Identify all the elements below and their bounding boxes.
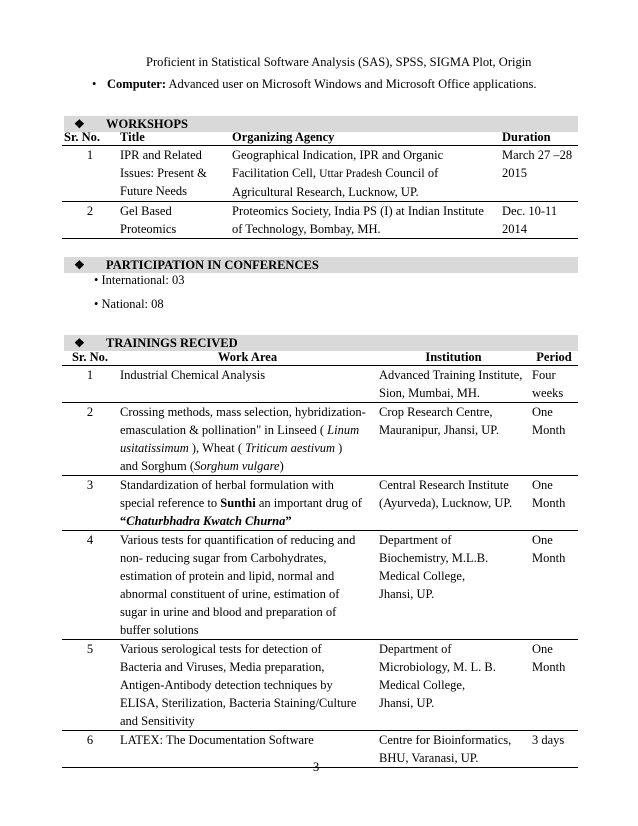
institution	[377, 731, 530, 768]
diamond-bullet-icon: ❖	[74, 258, 85, 272]
work-line: ELISA, Sterilization, Bacteria Staining/Culture	[120, 696, 357, 710]
conference-item: • National: 08	[94, 297, 164, 311]
work-area	[118, 476, 377, 531]
sr-no: 4	[62, 531, 118, 640]
institution	[377, 366, 530, 403]
agency-line	[232, 164, 498, 183]
header-title: Title	[118, 130, 230, 146]
title-line: Future Needs	[120, 184, 187, 198]
institution-line: Central Research Institute	[379, 478, 509, 492]
institution-line: BHU, Varanasi, UP.	[379, 751, 479, 765]
work-area	[118, 403, 377, 476]
work-line: sugar in urine and blood and preparation of	[120, 605, 337, 619]
organizing-agency	[230, 146, 500, 202]
table-row	[62, 403, 578, 476]
table-row	[62, 366, 578, 403]
duration	[500, 146, 578, 202]
work-line	[120, 439, 375, 457]
work-line	[120, 421, 375, 439]
work-line	[120, 512, 375, 530]
bullet-dot: •	[92, 77, 97, 91]
institution-line: Jhansi, UP.	[379, 696, 435, 710]
institution-line: Sion, Mumbai, MH.	[379, 386, 481, 400]
institution	[377, 640, 530, 731]
diamond-bullet-icon: ❖	[74, 336, 85, 350]
agency-line: Geographical Indication, IPR and Organic	[232, 148, 444, 162]
title-line: Proteomics	[120, 222, 177, 236]
quote-mark: ”	[285, 514, 292, 528]
table-row	[62, 202, 578, 239]
work-text: ), Wheat (	[188, 441, 246, 455]
work-area: LATEX: The Documentation Software	[118, 731, 377, 768]
institution-line: Biochemistry, M.L.B.	[379, 551, 489, 565]
period-line: Month	[532, 423, 566, 437]
table-row	[62, 476, 578, 531]
duration	[500, 202, 578, 239]
table-header-row	[62, 130, 578, 146]
conferences-heading: PARTICIPATION IN CONFERENCES	[106, 258, 319, 272]
table-row	[62, 731, 578, 768]
institution-line: Mauranipur, Jhansi, UP.	[379, 423, 499, 437]
title-line: IPR and Related	[120, 148, 202, 162]
work-line: Bacteria and Viruses, Media preparation,	[120, 660, 325, 674]
sr-no: 3	[62, 476, 118, 531]
period-line: One	[532, 478, 553, 492]
table-row	[62, 146, 578, 202]
sr-no: 5	[62, 640, 118, 731]
work-line: and Sensitivity	[120, 714, 195, 728]
period-line: One	[532, 405, 553, 419]
scientific-name: Linum	[327, 423, 360, 437]
period	[530, 531, 578, 640]
header-sr-no: Sr. No.	[62, 130, 118, 146]
duration-line: March 27 –28	[502, 148, 573, 162]
table-header-row	[62, 350, 578, 366]
institution-line: Department of	[379, 533, 452, 547]
agency-line: of Technology, Bombay, MH.	[232, 222, 381, 236]
conference-item-text: National: 08	[101, 297, 164, 311]
workshops-table	[62, 130, 578, 239]
workshops-heading: WORKSHOPS	[106, 117, 188, 131]
scientific-name: Triticum aestivum	[245, 441, 336, 455]
computer-text: Advanced user on Microsoft Windows and Microsoft Office applications.	[166, 77, 537, 91]
conference-item: • International: 03	[94, 273, 185, 287]
institution-line: Crop Research Centre,	[379, 405, 493, 419]
work-text: special reference to	[120, 496, 221, 510]
table-row	[62, 640, 578, 731]
organizing-agency	[230, 202, 500, 239]
duration-line: Dec. 10-11	[502, 204, 558, 218]
agency-line: Proteomics Society, India PS (I) at Indian Institute	[232, 204, 484, 218]
work-line	[120, 457, 375, 475]
work-text: an important drug of	[255, 496, 362, 510]
quote-mark: “	[120, 514, 127, 528]
trainings-heading: TRAININGS RECIVED	[106, 336, 238, 350]
duration-line: 2015	[502, 166, 527, 180]
period-line: 3 days	[532, 733, 565, 747]
conferences-heading-bar	[64, 257, 578, 273]
institution-line: Jhansi, UP.	[379, 587, 435, 601]
agency-line: Agricultural Research, Lucknow, UP.	[232, 185, 419, 199]
work-line: Various serological tests for detection of	[120, 642, 322, 656]
period-line: weeks	[532, 386, 564, 400]
institution-line: Medical College,	[379, 678, 466, 692]
trainings-table	[62, 350, 578, 768]
institution-line: (Ayurveda), Lucknow, UP.	[379, 496, 513, 510]
work-line: Crossing methods, mass selection, hybridization-	[120, 405, 366, 419]
work-area	[118, 531, 377, 640]
sr-no: 1	[62, 366, 118, 403]
workshop-title	[118, 146, 230, 202]
period-line: One	[532, 642, 553, 656]
work-line: estimation of protein and lipid, normal and	[120, 569, 335, 583]
institution-line: Department of	[379, 642, 452, 656]
institution	[377, 476, 530, 531]
period	[530, 403, 578, 476]
period	[530, 640, 578, 731]
computer-label: Computer:	[107, 77, 167, 91]
period	[530, 731, 578, 768]
period-line: Month	[532, 551, 566, 565]
work-area	[118, 640, 377, 731]
scientific-name: Sorghum vulgare	[194, 459, 280, 473]
conference-item-text: International: 03	[101, 273, 185, 287]
title-line: Issues: Present &	[120, 166, 207, 180]
work-line: Standardization of herbal formulation with	[120, 478, 334, 492]
work-area: Industrial Chemical Analysis	[118, 366, 377, 403]
institution-line: Advanced Training Institute,	[379, 368, 523, 382]
sr-no: 1	[62, 146, 118, 202]
computer-skills-line	[107, 77, 537, 92]
institution-line: Centre for Bioinformatics,	[379, 733, 512, 747]
header-organizing-agency: Organizing Agency	[230, 130, 500, 146]
header-duration: Duration	[500, 130, 578, 146]
period-line: One	[532, 533, 553, 547]
header-sr-no: Sr. No.	[62, 350, 118, 366]
table-row	[62, 531, 578, 640]
sr-no: 6	[62, 731, 118, 768]
institution-line: Medical College,	[379, 569, 466, 583]
drug-name: Sunthi	[220, 496, 256, 510]
header-period: Period	[530, 350, 578, 366]
agency-text: Council of	[382, 166, 439, 180]
title-line: Gel Based	[120, 204, 172, 218]
work-line: buffer solutions	[120, 623, 199, 637]
period-line: Month	[532, 660, 566, 674]
institution-line: Microbiology, M. L. B.	[379, 660, 496, 674]
work-line: Various tests for quantification of reducing and	[120, 533, 356, 547]
work-text: and Sorghum (	[120, 459, 195, 473]
period	[530, 366, 578, 403]
diamond-bullet-icon: ❖	[74, 117, 85, 131]
header-institution: Institution	[377, 350, 530, 366]
work-line: abnormal constituent of urine, estimation of	[120, 587, 340, 601]
page-number: 3	[313, 760, 320, 774]
sr-no: 2	[62, 403, 118, 476]
work-text: emasculation & pollination" in Linseed (	[120, 423, 328, 437]
work-text: )	[279, 459, 284, 473]
trainings-heading-bar	[64, 335, 578, 351]
sr-no: 2	[62, 202, 118, 239]
workshop-title	[118, 202, 230, 239]
work-text: )	[335, 441, 343, 455]
agency-text-small: Uttar Pradesh	[319, 168, 383, 180]
period	[530, 476, 578, 531]
work-line: non- reducing sugar from Carbohydrates,	[120, 551, 327, 565]
period-line: Four	[532, 368, 556, 382]
institution	[377, 403, 530, 476]
scientific-name: usitatissimum	[120, 441, 189, 455]
agency-text: Facilitation Cell,	[232, 166, 320, 180]
header-work-area: Work Area	[118, 350, 377, 366]
period-line: Month	[532, 496, 566, 510]
formulation-name: Chaturbhadra Kwatch Churna	[126, 514, 286, 528]
institution	[377, 531, 530, 640]
work-line: Antigen-Antibody detection techniques by	[120, 678, 333, 692]
duration-line: 2014	[502, 222, 527, 236]
software-skills-line: Proficient in Statistical Software Analysis (SAS), SPSS, SIGMA Plot, Origin	[146, 55, 532, 69]
work-line	[120, 494, 375, 512]
